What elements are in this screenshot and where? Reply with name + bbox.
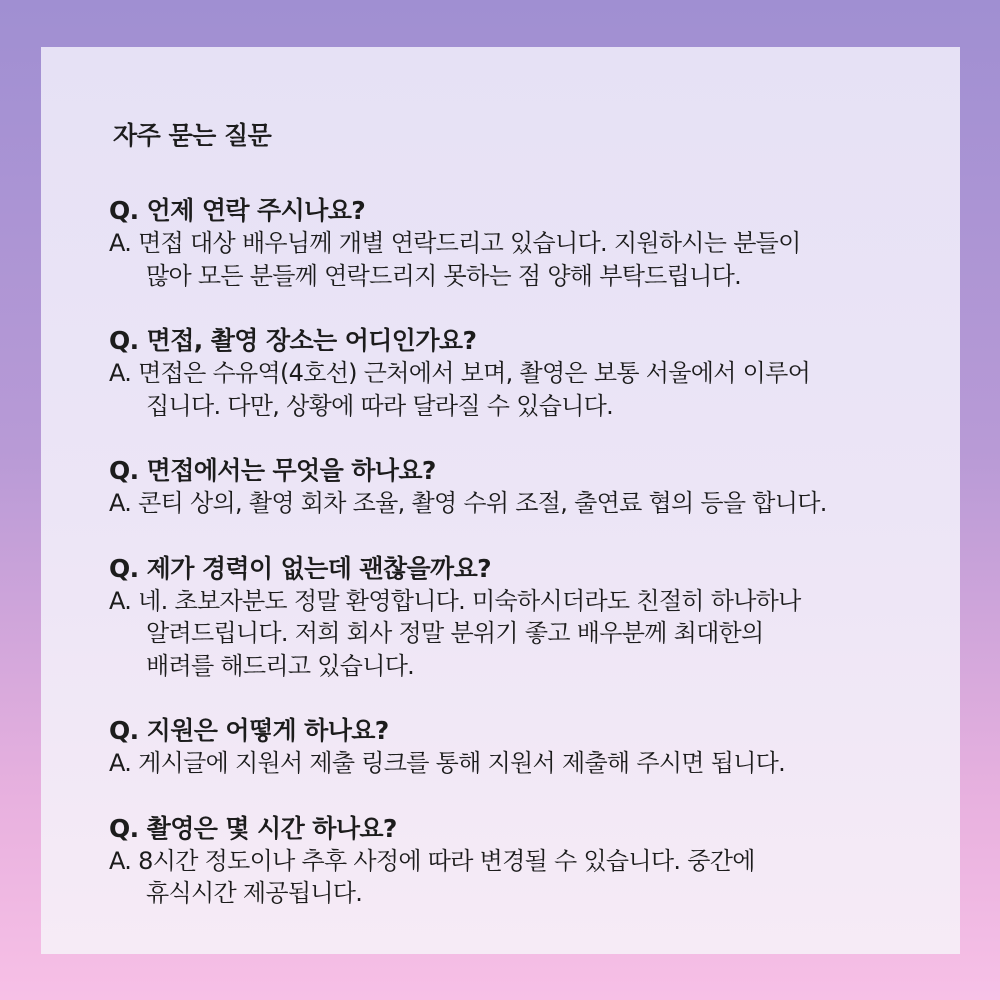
faq-answer-line: A. 면접 대상 배우님께 개별 연락드리고 있습니다. 지원하시는 분들이 xyxy=(109,229,801,257)
faq-item xyxy=(109,813,960,910)
faq-item xyxy=(109,553,960,683)
faq-item xyxy=(109,195,960,292)
faq-question: Q. 지원은 어떻게 하나요? xyxy=(109,716,389,745)
page-title: 자주 묻는 질문 xyxy=(113,121,272,150)
faq-answer-line: A. 콘티 상의, 촬영 회차 조율, 촬영 수위 조절, 출연료 협의 등을 합니다. xyxy=(109,489,827,517)
faq-item xyxy=(109,325,960,422)
faq-question: Q. 면접에서는 무엇을 하나요? xyxy=(109,456,436,485)
faq-answer-line: 집니다. 다만, 상황에 따라 달라질 수 있습니다. xyxy=(146,391,614,420)
faq-answer-line: 알려드립니다. 저희 회사 정말 분위기 좋고 배우분께 최대한의 xyxy=(146,619,764,647)
faq-question: Q. 면접, 촬영 장소는 어디인가요? xyxy=(109,326,477,355)
faq-item xyxy=(109,455,960,520)
faq-answer-line: A. 게시글에 지원서 제출 링크를 통해 지원서 제출해 주시면 됩니다. xyxy=(109,749,786,777)
faq-answer-line: A. 면접은 수유역(4호선) 근처에서 보며, 촬영은 보통 서울에서 이루어 xyxy=(109,359,811,387)
faq-answer-line: 많아 모든 분들께 연락드리지 못하는 점 양해 부탁드립니다. xyxy=(146,261,742,290)
faq-card xyxy=(41,47,960,954)
faq-question: Q. 촬영은 몇 시간 하나요? xyxy=(109,813,397,843)
faq-question: Q. 언제 연락 주시나요? xyxy=(109,196,366,225)
faq-answer-line: A. 네. 초보자분도 정말 환영합니다. 미숙하시더라도 친절히 하나하나 xyxy=(109,586,801,615)
faq-answer-line: 휴식시간 제공됩니다. xyxy=(146,879,363,907)
faq-answer-line: A. 8시간 정도이나 추후 사정에 따라 변경될 수 있습니다. 중간에 xyxy=(109,846,755,875)
faq-item xyxy=(109,715,960,780)
faq-answer-line: 배려를 해드리고 있습니다. xyxy=(146,651,415,680)
faq-question: Q. 제가 경력이 없는데 괜찮을까요? xyxy=(109,553,492,583)
